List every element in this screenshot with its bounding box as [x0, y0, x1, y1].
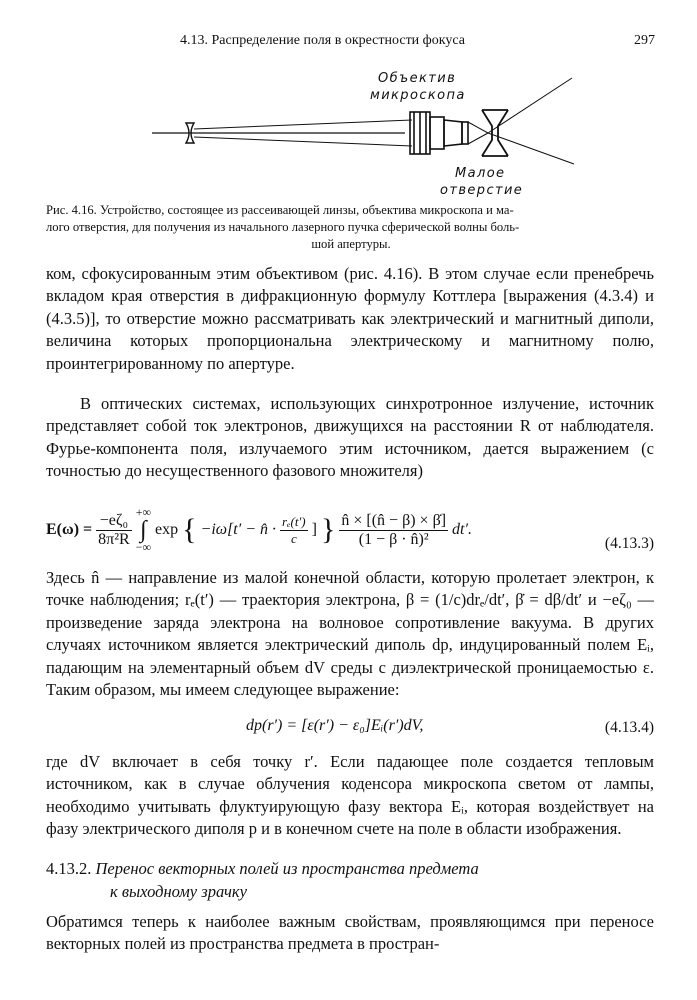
label-objective-line2: микроскопа	[370, 88, 466, 103]
paragraph-2: В оптических системах, использующих синхротронное излучение, источник представляет собой ток электронов, движущихся на расстоянии R от наблюдателя. Фурье-компонента поля, излучаемого этим источником, дается выражением (с точностью до несущественного фазового множителя)	[46, 394, 654, 481]
left-brace-icon: {	[182, 513, 197, 546]
equation-4-13-3-body	[46, 506, 606, 556]
integral-sign-icon: ∫	[140, 517, 147, 543]
paragraph-5: Обратимся теперь к наиболее важным свойствам, проявляющимся при переносе векторных полей из пространства предмета в простран-	[46, 912, 654, 954]
eq1-int-upper: +∞	[135, 505, 152, 519]
equation-number-4-13-3: (4.13.3)	[604, 535, 654, 552]
eq1-exp-fraction	[280, 514, 308, 547]
section-number: 4.13.2.	[46, 859, 92, 878]
output-ray-upper	[488, 78, 572, 133]
label-objective-line1: Объектив	[378, 71, 457, 86]
caption-line-2: лого отверстия, для получения из начального лазерного пучка сферической волны боль-	[46, 220, 520, 234]
microscope-objective	[410, 112, 468, 154]
eq1-vec-denominator: (1 − β · n̂)²	[358, 530, 429, 548]
beam-ray-lower	[194, 137, 412, 146]
running-title: 4.13. Распределение поля в окрестности фокуса	[180, 33, 465, 48]
eq1-vector-fraction	[339, 512, 448, 549]
eq1-exp-frac-denominator: c	[290, 530, 297, 546]
right-brace-icon: }	[320, 513, 336, 546]
eq1-coefficient	[96, 512, 132, 549]
beam-ray-upper	[194, 120, 412, 129]
eq1-tail: dt′.	[452, 521, 472, 538]
paragraph-1: ком, сфокусированным этим объективом (рис. 4.16). В этом случае если пренебречь вкладом края отверстия в дифракционную формулу Коттлера [выражения (4.3.4) и (4.3.5)], то отверстие можно рассматривать как электрический и магнитный диполи, величина которых пропорциональна электрическому и магнитному полю, проинтегрированному по апертуре.	[46, 264, 654, 373]
eq1-coef-denominator: 8π²R	[98, 530, 130, 548]
caption-line-1: Рис. 4.16. Устройство, состоящее из рассеивающей линзы, объектива микроскопа и ма-	[46, 203, 514, 217]
equation-number-4-13-4: (4.13.4)	[604, 719, 654, 736]
eq1-exp-arg-right: ]	[311, 521, 317, 538]
eq1-exp: exp	[155, 521, 179, 538]
equation-4-13-4-body: dp(r′) = [ε(r′) − ε₀]Eᵢ(r′)dV,	[246, 717, 424, 734]
label-pinhole-line1: Малое	[455, 166, 506, 181]
equation-4-13-4	[46, 717, 654, 745]
focus-ray-upper	[468, 122, 488, 133]
figure-caption	[46, 202, 656, 253]
eq1-int-lower: −∞	[135, 540, 152, 554]
eq1-exp-arg-left: −iω[t′ − n̂ ·	[200, 521, 277, 538]
eq1-lhs: E(ω) =	[46, 521, 93, 538]
eq1-vec-numerator: n̂ × [(n̂ − β) × β̇]	[341, 511, 447, 529]
pinhole	[482, 110, 508, 156]
paragraph-4: где dV включает в себя точку r′. Если падающее поле создается тепловым источником, как в случае облучения коденсора микроскопа светом от лампы, необходимо учитывать флуктуирующую фазу вектора Eᵢ, которая воздействует на фазу электрического диполя p и в конечном счете на поле в области изображения.	[46, 752, 654, 839]
page-number: 297	[634, 33, 655, 48]
eq1-coef-numerator: −eζ₀	[96, 512, 132, 531]
section-heading-4-13-2	[46, 858, 654, 903]
section-title-line2: к выходному зрачку	[110, 881, 247, 901]
output-ray-lower	[488, 133, 574, 164]
eq1-exp-frac-numerator: rₑ(t′)	[282, 513, 306, 529]
figure-4-16	[0, 60, 697, 205]
optical-setup-diagram	[0, 60, 697, 205]
caption-line-3: шой апертуры.	[311, 237, 391, 251]
label-pinhole-line2: отверстие	[440, 183, 524, 198]
eq1-integral	[136, 506, 151, 554]
section-title-line1: Перенос векторных полей из пространства предмета	[95, 859, 479, 878]
focus-ray-lower	[468, 133, 488, 144]
paragraph-3: Здесь n̂ — направление из малой конечной области, которую пролетает электрон, к точке наблюдения; rₑ(t′) — траектория электрона, β = (1/c)drₑ/dt′, β̇ = dβ/dt′ и −eζ₀ — произведение заряда электрона на волновое сопротивление вакуума. В других случаях источником является электрический диполь dp, индуцированный полем Eᵢ, падающим на элементарный объем dV среды с диэлектрической проницаемостью ε. Таким образом, мы имеем следующее выражение:	[46, 568, 654, 700]
equation-4-13-3	[46, 498, 654, 568]
running-head	[48, 33, 655, 53]
